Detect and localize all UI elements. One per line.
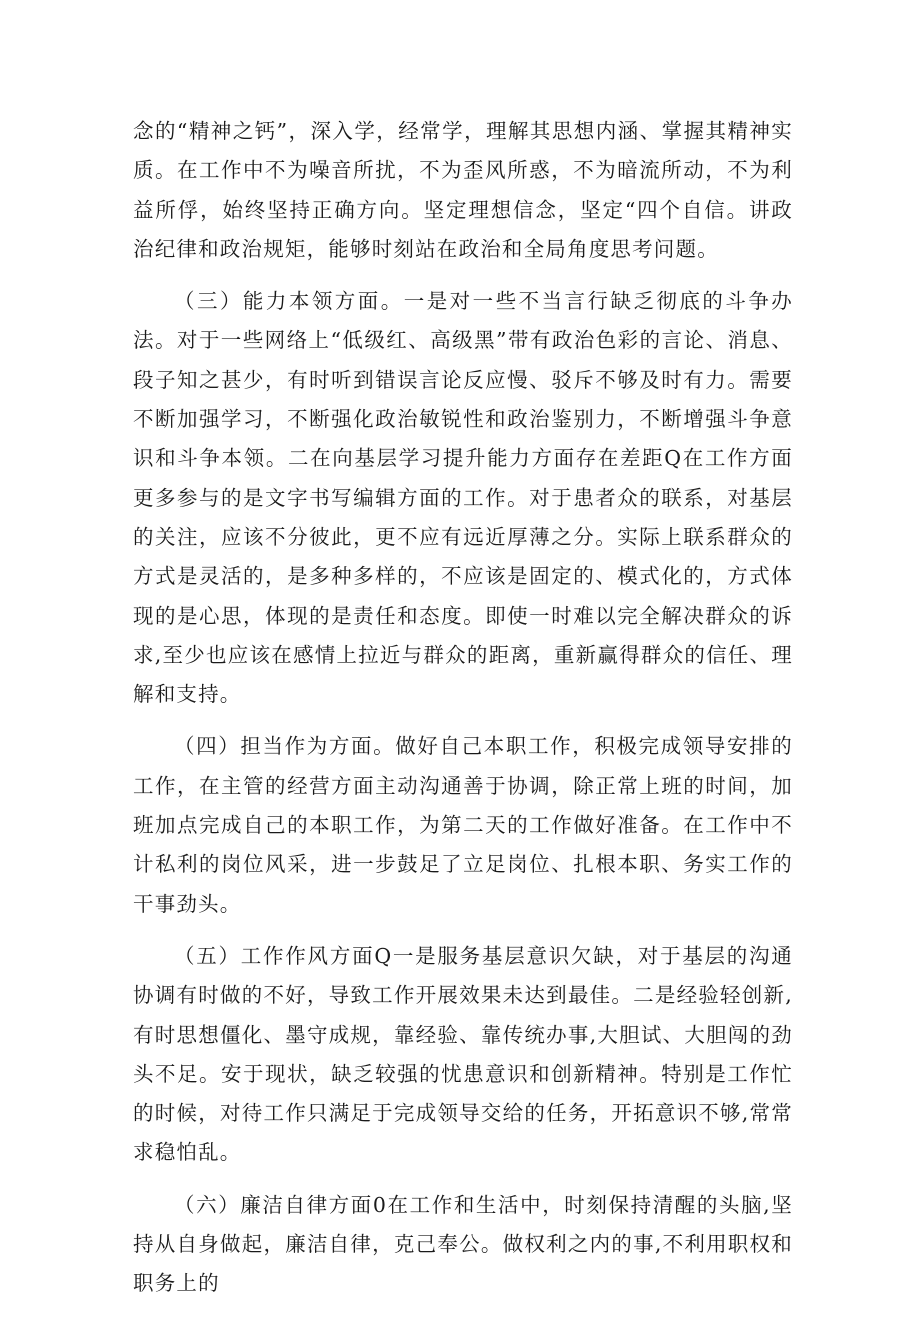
paragraph-continued: 念的“精神之钙”，深入学，经常学，理解其思想内涵、掌握其精神实质。在工作中不为噪音所扰，不为歪风所惑，不为暗流所动，不为利益所俘，始终坚持正确方向。坚定理想信念，坚定“四个自信。讲政治纪律和政治规矩，能够时刻站在政治和全局角度思考问题。 [133, 119, 793, 261]
paragraph-integrity: （六）廉洁自律方面0在工作和生活中，时刻保持清醒的头脑,坚持从自身做起，廉洁自律，克己奉公。做权利之内的事,不利用职权和职务上的 [133, 1192, 793, 1296]
paragraph-responsibility: （四）担当作为方面。做好自己本职工作，积极完成领导安排的工作，在主管的经营方面主动沟通善于协调，除正常上班的时间，加班加点完成自己的本职工作，为第二天的工作做好准备。在工作中不计私利的岗位风采，进一步鼓足了立足岗位、扎根本职、务实工作的干事劲头。 [133, 734, 793, 916]
paragraph-ability: （三）能力本领方面。一是对一些不当言行缺乏彻底的斗争办法。对于一些网络上“低级红、高级黑”带有政治色彩的言论、消息、段子知之甚少，有时听到错误言论反应慢、驳斥不够及时有力。需要不断加强学习，不断强化政治敏锐性和政治鉴别力，不断增强斗争意识和斗争本领。二在向基层学习提升能力方面存在差距Q在工作方面更多参与的是文字书写编辑方面的工作。对于患者众的联系，对基层的关注，应该不分彼此，更不应有远近厚薄之分。实际上联系群众的方式是灵活的，是多种多样的，不应该是固定的、模式化的，方式体现的是心思，体现的是责任和态度。即使一时难以完全解决群众的诉求,至少也应该在感情上拉近与群众的距离，重新赢得群众的信任、理解和支持。 [133, 289, 793, 707]
paragraph-work-style: （五）工作作风方面Q一是服务基层意识欠缺，对于基层的沟通协调有时做的不好，导致工作开展效果未达到最佳。二是经验轻创新,有时思想僵化、墨守成规，靠经验、靠传统办事,大胆试、大胆闯的劲头不足。安于现状，缺乏较强的忧患意识和创新精神。特别是工作忙的时候，对待工作只满足于完成领导交给的任务，开拓意识不够,常常求稳怕乱。 [133, 943, 793, 1165]
document-body [133, 112, 793, 1317]
